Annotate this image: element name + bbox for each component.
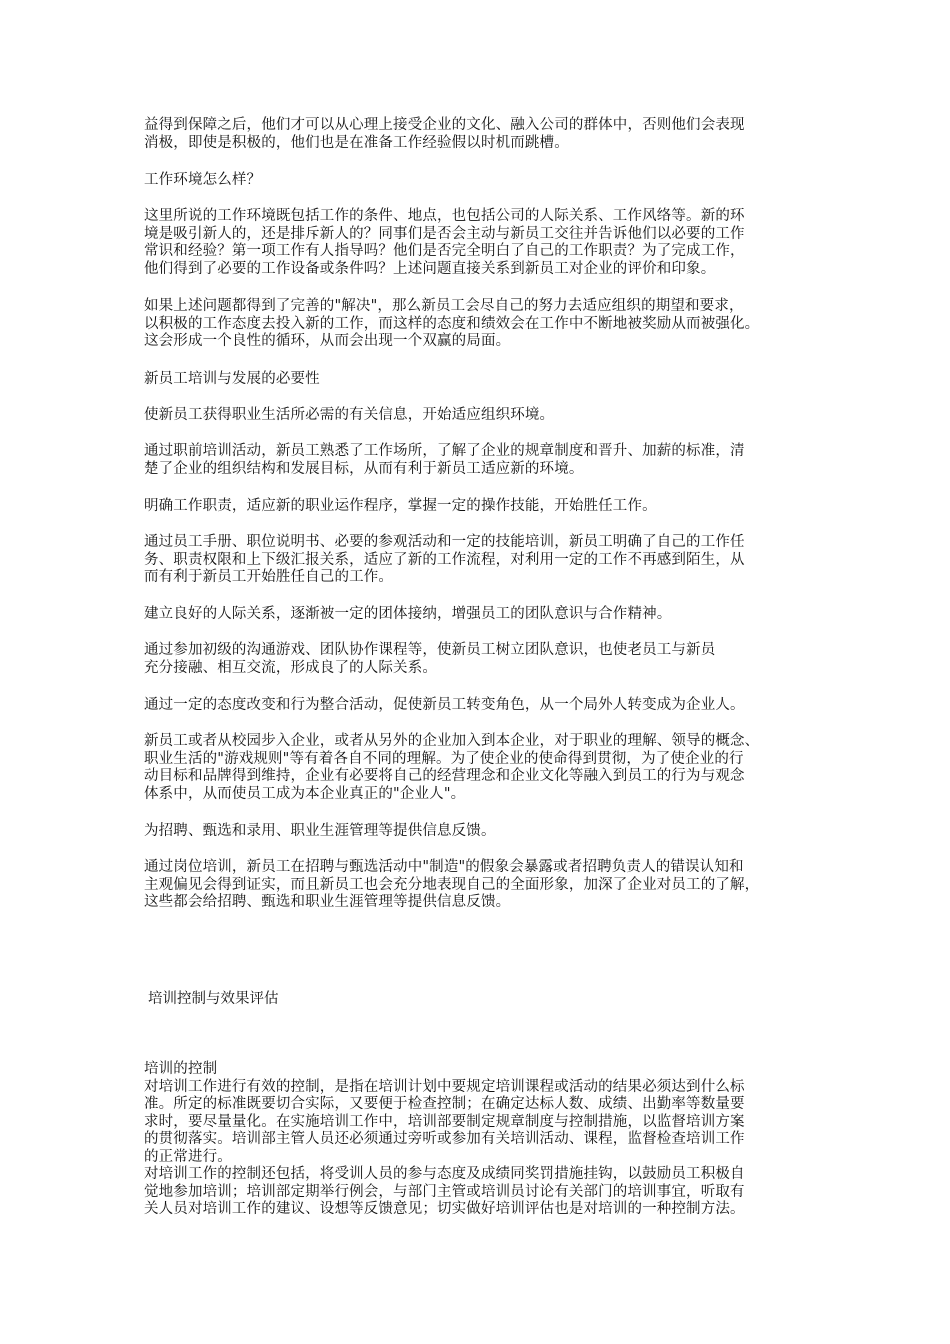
section-heading: 培训控制与效果评估	[148, 991, 279, 1007]
paragraph: 通过员工手册、职位说明书、必要的参观活动和一定的技能培训，新员工明确了自己的工作任 务、职责权限和上下级汇报关系，适应了新的工作流程，对利用一定的工作不再感到陌生，从 而有利于新员工开始胜任自己的工作。	[144, 534, 745, 585]
subheading: 工作环境怎么样？	[144, 172, 262, 188]
paragraph: 这里所说的工作环境既包括工作的条件、地点，也包括公司的人际关系、工作风络等。新的环 境是吸引新人的，还是排斥新人的？同事们是否会主动与新员工交往并告诉他们以必要的工作 常识和经验？第一项工作有人指导吗？他们是否完全明白了自己的工作职责？为了完成工作， 他们得到了必要的工作设备或条件吗？上述问题直接关系到新员工对企业的评价和印象。	[144, 208, 745, 277]
paragraph: 为招聘、甄选和录用、职业生涯管理等提供信息反馈。	[144, 823, 496, 839]
paragraph: 益得到保障之后，他们才可以从心理上接受企业的文化、融入公司的群体中，否则他们会表现 消极，即使是积极的，他们也是在准备工作经验假以时机而跳槽。	[144, 117, 745, 151]
paragraph: 通过参加初级的沟通游戏、团队协作课程等，使新员工树立团队意识，也使老员工与新员 充分接融、相互交流，形成良了的人际关系。	[144, 642, 716, 676]
paragraph: 新员工或者从校园步入企业，或者从另外的企业加入到本企业，对于职业的理解、领导的概念、 职业生活的"游戏规则"等有着各自不同的理解。为了使企业的使命得到贯彻，为了使企业的行 动目标和品牌得到维持，企业有必要将自己的经营理念和企业文化等融入到员工的行为与观念 体系中，从而使员工成为本企业真正的"企业人"。	[144, 733, 760, 802]
paragraph: 如果上述问题都得到了完善的"解决"，那么新员工会尽自己的努力去适应组织的期望和要求， 以积极的工作态度去投入新的工作，而这样的态度和绩效会在工作中不断地被奖励从而被强化。 这会形成一个良性的循环，从而会出现一个双赢的局面。	[144, 298, 760, 349]
paragraph: 通过一定的态度改变和行为整合活动，促使新员工转变角色，从一个局外人转变成为企业人。	[144, 697, 745, 713]
subheading: 新员工培训与发展的必要性	[144, 371, 320, 387]
paragraph: 使新员工获得职业生活所必需的有关信息，开始适应组织环境。	[144, 407, 555, 423]
paragraph: 明确工作职责，适应新的职业运作程序，掌握一定的操作技能，开始胜任工作。	[144, 498, 657, 514]
control-section-text: 培训的控制 对培训工作进行有效的控制，是指在培训计划中要规定培训课程或活动的结果必须达到什么标 准。所定的标准既要切合实际，又要便于检查控制；在确定达标人数、成绩、出勤率等数量要 求时，要尽量量化。在实施培训工作中，培训部要制定规章制度与控制措施，以监督培训方案 的贯彻落实。培训部主管人员还必须通过旁听或参加有关培训活动、课程，监督检查培训工作 的正常进行。 对培训工作的控制还包括，将受训人员的参与态度及成绩同奖罚措施挂钩，以鼓励员工积极自 觉地参加培训；培训部定期举行例会，与部门主管或培训员讨论有关部门的培训事宜，听取有 关人员对培训工作的建议、设想等反馈意见；切实做好培训评估也是对培训的一种控制方法。	[144, 1061, 745, 1217]
paragraph: 通过岗位培训，新员工在招聘与甄选活动中"制造"的假象会暴露或者招聘负责人的错误认知和 主观偏见会得到证实，而且新员工也会充分地表现自己的全面形象，加深了企业对员工的了解， 这些都会给招聘、甄选和职业生涯管理等提供信息反馈。	[144, 859, 760, 910]
paragraph: 通过职前培训活动，新员工熟悉了工作场所，了解了企业的规章制度和晋升、加薪的标准，清 楚了企业的组织结构和发展目标，从而有利于新员工适应新的环境。	[144, 443, 745, 477]
paragraph: 建立良好的人际关系，逐渐被一定的团体接纳，增强员工的团队意识与合作精神。	[144, 606, 672, 622]
